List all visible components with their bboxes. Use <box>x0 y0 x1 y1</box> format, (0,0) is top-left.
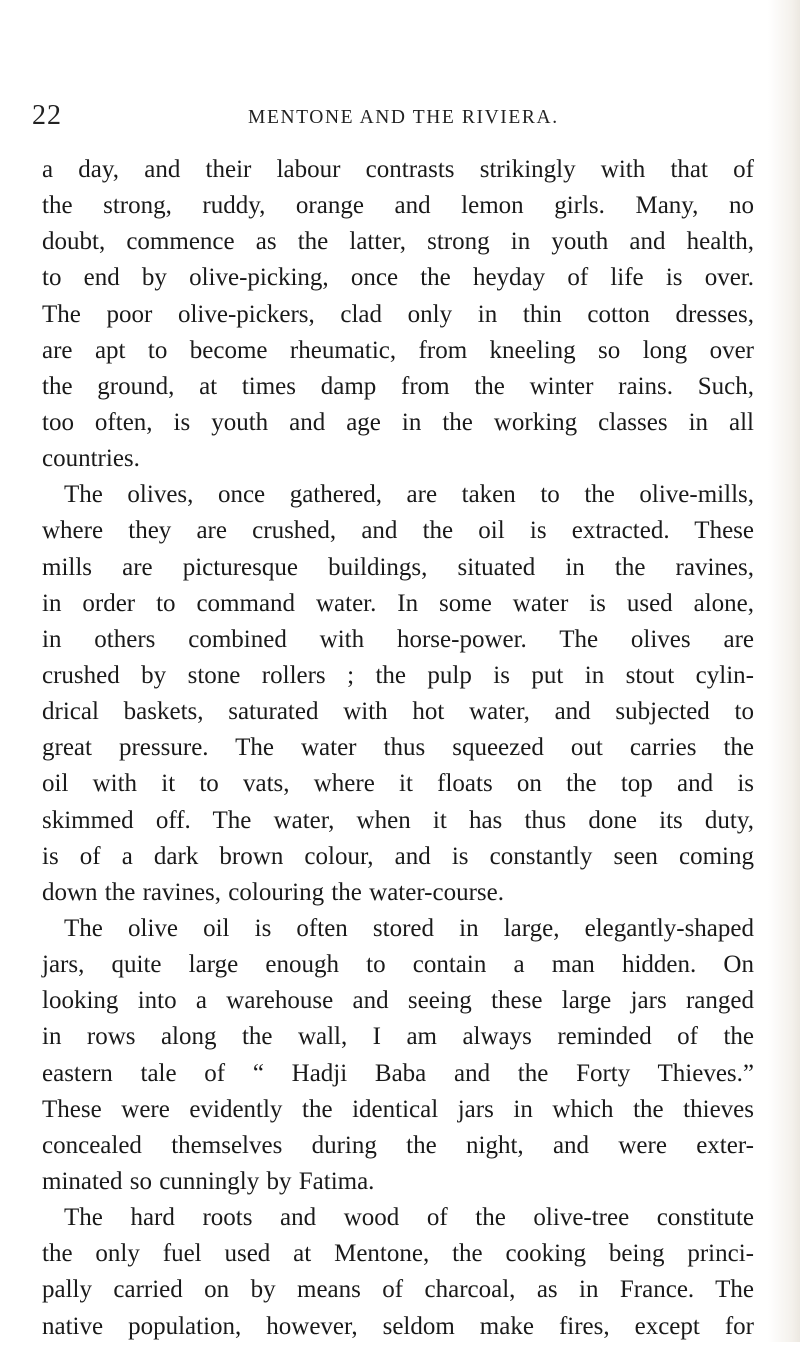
text-line: countries. <box>42 445 140 473</box>
text-line: is of a dark brown colour, and is constantly seen coming <box>42 842 754 870</box>
text-line: in order to command water. In some water is used alone, <box>42 589 754 617</box>
text-line: great pressure. The water thus squeezed out carries the <box>42 734 754 762</box>
text-line: are apt to become rheumatic, from kneeling so long over <box>42 336 754 364</box>
text-line: down the ravines, colouring the water-course. <box>42 878 504 906</box>
text-line: skimmed off. The water, when it has thus done its duty, <box>42 806 754 834</box>
text-line: minated so cunningly by Fatima. <box>42 1167 375 1195</box>
text-line: mills are picturesque buildings, situated in the ravines, <box>42 553 754 581</box>
text-line: looking into a warehouse and seeing these large jars ranged <box>42 987 754 1015</box>
text-line: These were evidently the identical jars in which the thieves <box>42 1095 754 1123</box>
text-line: in others combined with horse-power. The olives are <box>42 625 754 653</box>
page-header <box>0 100 800 140</box>
text-line: to end by olive-picking, once the heyday of life is over. <box>42 264 754 292</box>
running-title: MENTONE AND THE RIVIERA. <box>248 107 559 128</box>
text-line: native population, however, seldom make fires, except for <box>42 1312 754 1340</box>
text-line: the strong, ruddy, orange and lemon girls. Many, no <box>42 192 754 220</box>
text-line: the ground, at times damp from the winter rains. Such, <box>42 372 754 400</box>
text-line: in rows along the wall, I am always reminded of the <box>42 1023 754 1051</box>
body-text <box>42 152 754 1345</box>
text-line: drical baskets, saturated with hot water, and subjected to <box>42 698 754 726</box>
text-line: oil with it to vats, where it floats on the top and is <box>42 770 754 798</box>
text-line: pally carried on by means of charcoal, as in France. The <box>42 1276 754 1304</box>
text-line: The olive oil is often stored in large, elegantly-shaped <box>64 914 754 942</box>
text-line: doubt, commence as the latter, strong in youth and health, <box>42 228 754 256</box>
text-line: where they are crushed, and the oil is extracted. These <box>42 517 754 545</box>
text-line: the only fuel used at Mentone, the cooking being princi- <box>42 1240 754 1268</box>
text-line: eastern tale of “ Hadji Baba and the Forty Thieves.” <box>42 1059 754 1087</box>
text-line: too often, is youth and age in the working classes in all <box>42 408 754 436</box>
text-line: jars, quite large enough to contain a man hidden. On <box>42 951 754 979</box>
text-line: crushed by stone rollers ; the pulp is put in stout cylin- <box>42 661 754 689</box>
page-number: 22 <box>32 100 62 131</box>
text-line: concealed themselves during the night, and were exter- <box>42 1131 754 1159</box>
text-line: The hard roots and wood of the olive-tree constitute <box>64 1204 754 1232</box>
text-line: a day, and their labour contrasts strikingly with that of <box>42 156 754 183</box>
text-line: The poor olive-pickers, clad only in thin cotton dresses, <box>42 300 754 328</box>
text-line: The olives, once gathered, are taken to the olive-mills, <box>64 481 754 509</box>
